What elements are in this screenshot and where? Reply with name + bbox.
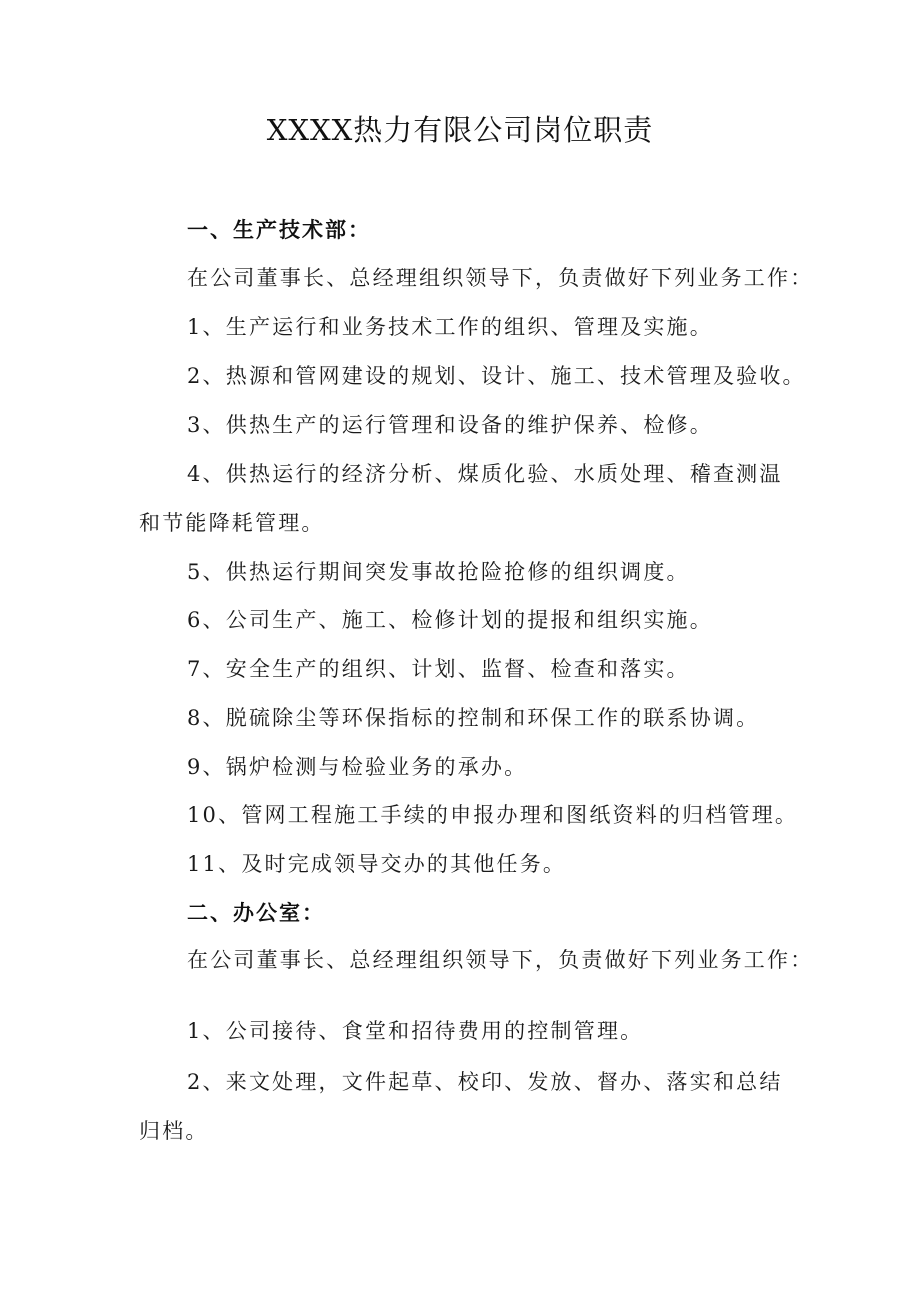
section-intro-office: 在公司董事长、总经理组织领导下，负责做好下列业务工作： bbox=[187, 948, 814, 972]
list-item: 1、公司接待、食堂和招待费用的控制管理。 bbox=[187, 1019, 644, 1043]
section-intro-production: 在公司董事长、总经理组织领导下，负责做好下列业务工作： bbox=[187, 266, 814, 290]
list-item-continuation: 归档。 bbox=[139, 1119, 209, 1143]
list-item: 9、锅炉检测与检验业务的承办。 bbox=[187, 755, 528, 779]
list-item: 5、供热运行期间突发事故抢险抢修的组织调度。 bbox=[187, 560, 690, 584]
list-item: 7、安全生产的组织、计划、监督、检查和落实。 bbox=[187, 657, 690, 681]
list-item: 2、来文处理，文件起草、校印、发放、督办、落实和总结 bbox=[187, 1070, 783, 1094]
list-item: 4、供热运行的经济分析、煤质化验、水质处理、稽查测温 bbox=[187, 462, 783, 486]
list-item: 2、热源和管网建设的规划、设计、施工、技术管理及验收。 bbox=[187, 364, 806, 388]
list-item: 8、脱硫除尘等环保指标的控制和环保工作的联系协调。 bbox=[187, 706, 760, 730]
list-item: 10、管网工程施工手续的申报办理和图纸资料的归档管理。 bbox=[187, 803, 799, 827]
section-heading-production: 一、生产技术部： bbox=[187, 218, 371, 242]
section-heading-office: 二、办公室： bbox=[187, 901, 325, 925]
list-item: 1、生产运行和业务技术工作的组织、管理及实施。 bbox=[187, 315, 713, 339]
list-item: 6、公司生产、施工、检修计划的提报和组织实施。 bbox=[187, 608, 713, 632]
list-item: 3、供热生产的运行管理和设备的维护保养、检修。 bbox=[187, 413, 713, 437]
document-title: XXXX热力有限公司岗位职责 bbox=[266, 113, 654, 147]
list-item-continuation: 和节能降耗管理。 bbox=[139, 511, 325, 535]
list-item: 11、及时完成领导交办的其他任务。 bbox=[187, 852, 567, 876]
